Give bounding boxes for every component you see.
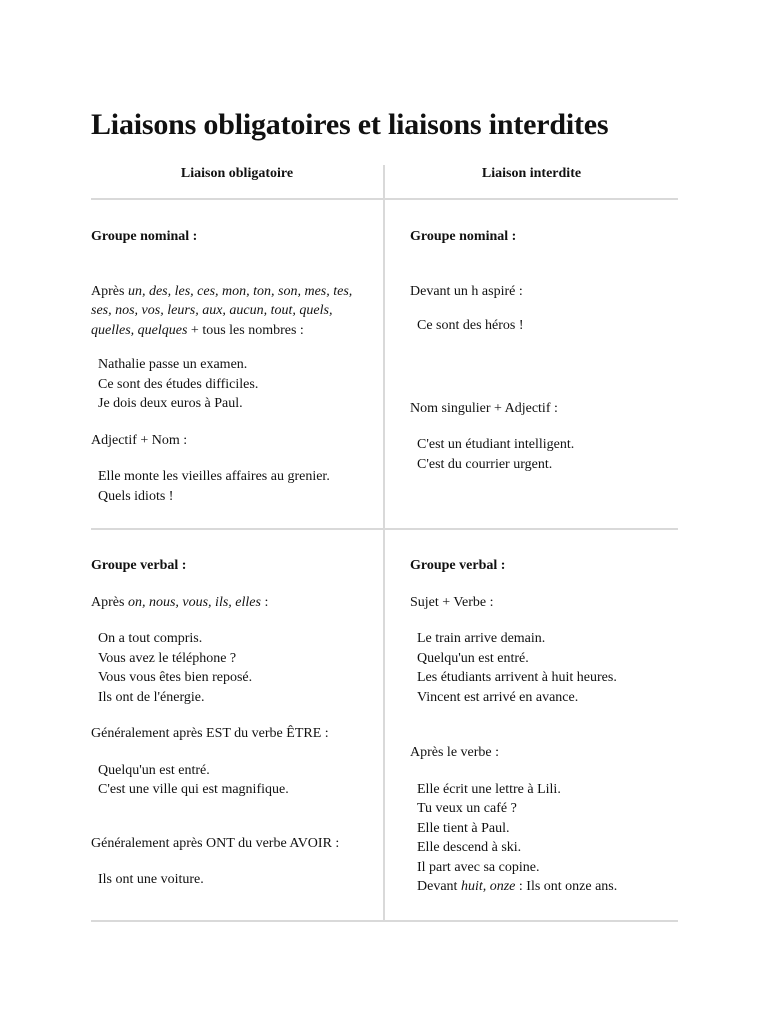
example-line: Les étudiants arrivent à huit heures. — [417, 670, 617, 685]
section-heading: Groupe verbal : — [91, 558, 187, 573]
rule-text: Nom singulier + Adjectif : — [410, 400, 558, 416]
cell-interdite-verbal — [410, 556, 675, 897]
example-line: On a tout compris. — [98, 631, 203, 646]
example-line: Quels idiots ! — [98, 488, 174, 504]
example-line: Ce sont des études difficiles. — [98, 376, 259, 392]
page-title: Liaisons obligatoires et liaisons interdites — [91, 108, 609, 141]
example-line: Vous vous êtes bien reposé. — [98, 670, 253, 685]
example-line: Elle tient à Paul. — [417, 820, 510, 836]
rule-text: Après le verbe : — [410, 745, 500, 760]
example-line: Il part avec sa copine. — [417, 859, 540, 875]
example-line: Elle écrit une lettre à Lili. — [417, 781, 561, 797]
row-divider-bottom — [91, 920, 678, 922]
example-line: Quelqu'un est entré. — [417, 650, 529, 666]
example-line: C'est du courrier urgent. — [417, 456, 553, 472]
rule-text: Après un, des, les, ces, mon, ton, son, mes, tes, ses, nos, vos, leurs, aux, aucun, tout, quels, quelles, quelques + tous les nombres : — [91, 283, 353, 338]
cell-interdite-nominal — [410, 227, 675, 474]
cell-obligatoire-verbal — [91, 556, 376, 890]
example-line: Quelqu'un est entré. — [98, 762, 210, 778]
column-header-interdite: Liaison interdite — [481, 166, 582, 181]
example-line: Ils ont une voiture. — [98, 872, 204, 887]
rule-text: Devant un h aspiré : — [410, 283, 523, 299]
cell-obligatoire-nominal — [91, 227, 376, 506]
row-divider-header — [91, 198, 678, 200]
example-line: Vincent est arrivé en avance. — [417, 689, 579, 705]
column-header-obligatoire: Liaison obligatoire — [180, 166, 294, 181]
example-line: Elle monte les vieilles affaires au grenier. — [98, 469, 330, 484]
column-divider — [383, 165, 385, 921]
section-heading: Groupe nominal : — [91, 229, 198, 244]
row-divider-middle — [91, 528, 678, 530]
example-line: Tu veux un café ? — [417, 801, 517, 816]
section-heading: Groupe verbal : — [410, 558, 506, 573]
example-line: Vous avez le téléphone ? — [98, 650, 237, 666]
example-line: Nathalie passe un examen. — [98, 357, 248, 372]
example-line: Ce sont des héros ! — [417, 318, 524, 333]
rule-text: Sujet + Verbe : — [410, 594, 494, 610]
rule-text: Généralement après EST du verbe ÊTRE : — [91, 726, 329, 741]
example-line: C'est un étudiant intelligent. — [417, 437, 575, 452]
example-line: Devant huit, onze : Ils ont onze ans. — [417, 879, 618, 894]
rule-text: Généralement après ONT du verbe AVOIR : — [91, 835, 340, 851]
example-line: Le train arrive demain. — [417, 631, 546, 646]
section-heading: Groupe nominal : — [410, 229, 517, 244]
example-line: Elle descend à ski. — [417, 840, 522, 855]
rule-text: Après on, nous, vous, ils, elles : — [91, 594, 269, 610]
example-line: Ils ont de l'énergie. — [98, 689, 205, 705]
example-line: Je dois deux euros à Paul. — [98, 396, 243, 411]
example-line: C'est une ville qui est magnifique. — [98, 782, 289, 797]
rule-text: Adjectif + Nom : — [91, 432, 188, 448]
